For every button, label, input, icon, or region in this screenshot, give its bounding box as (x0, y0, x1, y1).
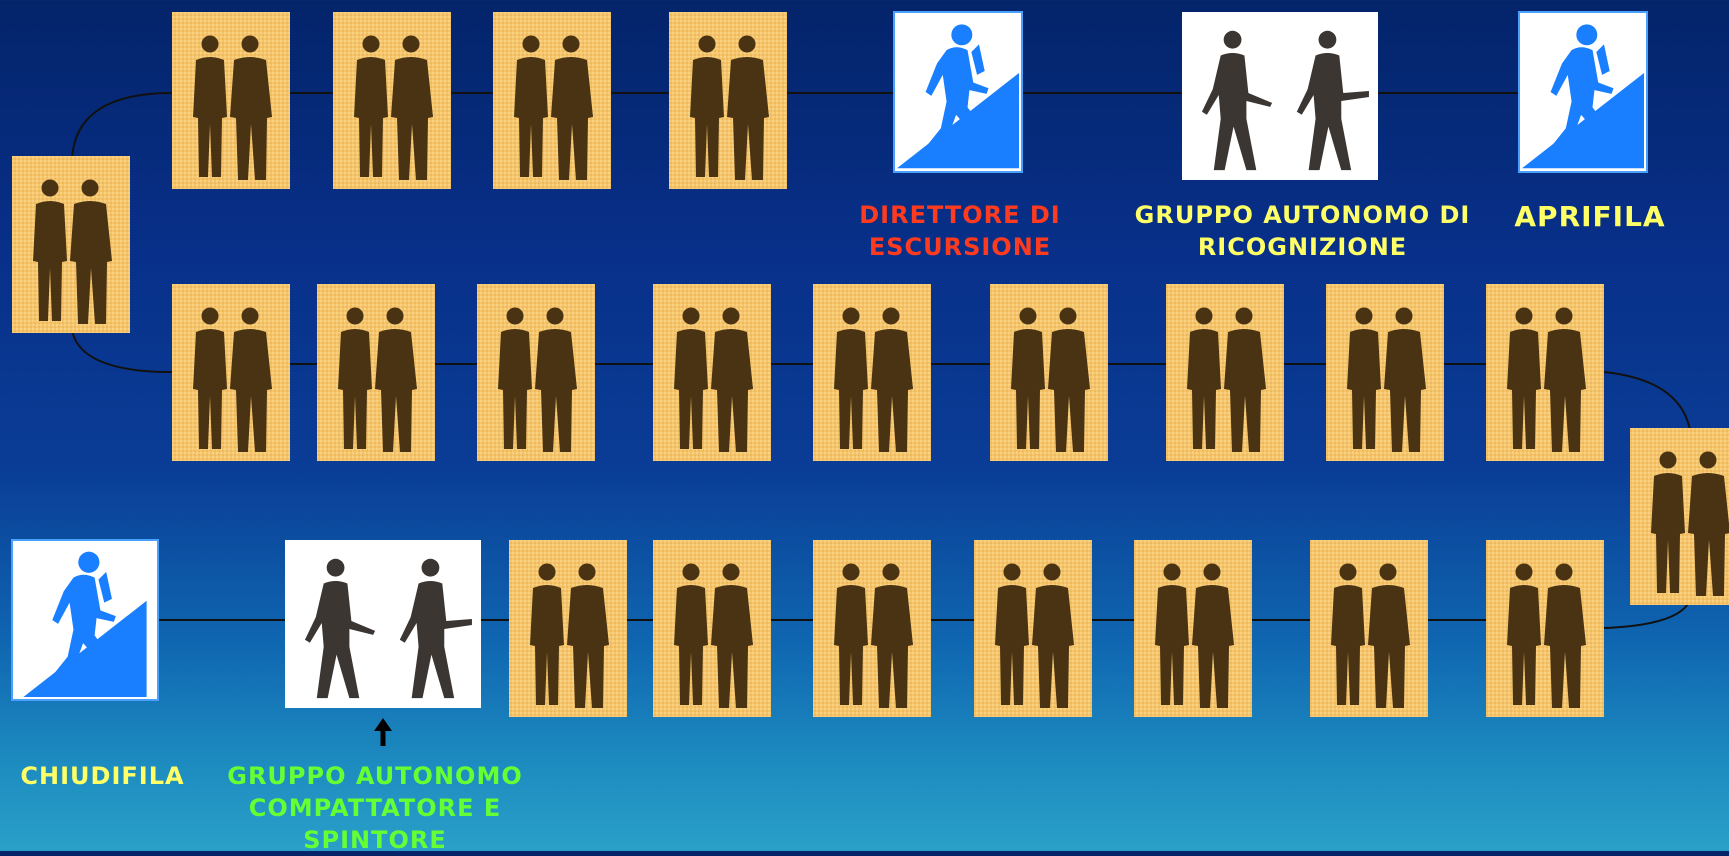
pair-middle-4 (653, 284, 771, 461)
pair-right (1630, 428, 1729, 605)
pair-middle-7 (1166, 284, 1284, 461)
arrow-up-icon (374, 718, 392, 746)
chiudifila-card (12, 540, 158, 700)
pair-bottom-1 (509, 540, 627, 717)
pair-bottom-3 (813, 540, 931, 717)
direttore-card (894, 12, 1022, 172)
pair-bottom-7 (1486, 540, 1604, 717)
connector-curve (72, 330, 172, 372)
pair-top-2 (333, 12, 451, 189)
pair-middle-2 (317, 284, 435, 461)
pair-middle-6 (990, 284, 1108, 461)
pair-top-3 (493, 12, 611, 189)
pair-bottom-4 (974, 540, 1092, 717)
connector-curve (72, 93, 172, 160)
pair-left (12, 156, 130, 333)
pair-middle-1 (172, 284, 290, 461)
pair-middle-3 (477, 284, 595, 461)
connector-curve (1604, 372, 1690, 430)
pair-top-4 (669, 12, 787, 189)
formation-cards (12, 12, 1729, 746)
pair-top-1 (172, 12, 290, 189)
aprifila-label: APRIFILA (1514, 200, 1666, 233)
pair-middle-9 (1486, 284, 1604, 461)
pair-middle-5 (813, 284, 931, 461)
pair-bottom-6 (1310, 540, 1428, 717)
pair-middle-8 (1326, 284, 1444, 461)
aprifila-card (1519, 12, 1647, 172)
pair-bottom-5 (1134, 540, 1252, 717)
pair-bottom-2 (653, 540, 771, 717)
ricognizione-label: GRUPPO AUTONOMO DI RICOGNIZIONE (1134, 201, 1471, 261)
compattatore-card (285, 540, 481, 708)
ricognizione-card (1182, 12, 1378, 180)
direttore-label: DIRETTORE DI ESCURSIONE (859, 201, 1061, 261)
compattatore-label: GRUPPO AUTONOMO COMPATTATORE E SPINTORE (227, 762, 523, 854)
chiudifila-label: CHIUDIFILA (20, 762, 185, 790)
